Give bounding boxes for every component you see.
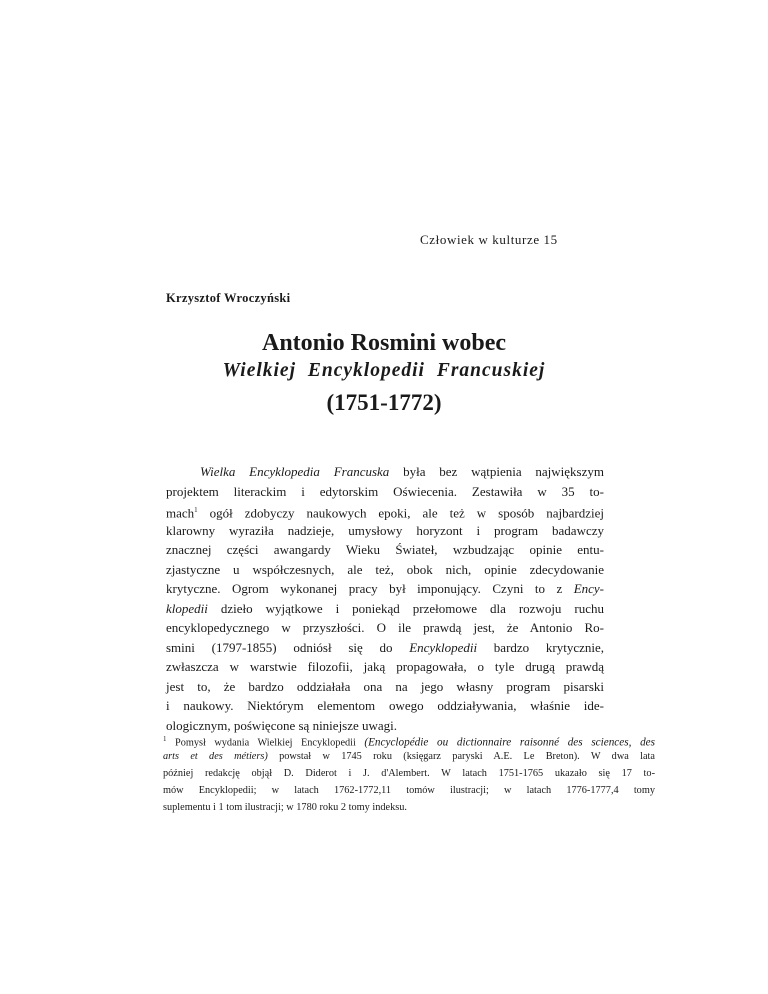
footnote-line: później redakcję objął D. Diderot i J. d'Alembert. W latach 1751-1765 ukazało się 17 to- [163, 768, 655, 779]
body-line: projektem literackim i edytorskim Oświecenia. Zestawiła w 35 to- [166, 483, 604, 499]
body-paragraph [166, 462, 604, 735]
body-line: Wielka Encyklopedia Francuska była bez wątpienia największym [200, 464, 604, 479]
body-line: ologicznym, poświęcone są niniejsze uwagi. [166, 717, 398, 733]
body-line: znacznej części awangardy Wieku Świateł, wzbudzając opinie entu- [166, 542, 604, 557]
footnote-line: mów Encyklopedii; w latach 1762-1772,11 tomów ilustracji; w latach 1776-1777,4 tomy [163, 785, 655, 796]
running-header: Człowiek w kulturze 15 [420, 232, 558, 247]
body-line: jest to, że bardzo oddziałała ona na jego własny program pisarski [166, 678, 604, 694]
body-line: mach$^1$ ogół zdobyczy naukowych epoki, ale też w sposób najbardziej [166, 505, 604, 521]
author-name: Krzysztof Wroczyński [166, 291, 291, 305]
footnote [163, 731, 655, 816]
body-line: encyklopedycznego w przyszłości. O ile prawdą jest, że Antonio Ro- [166, 620, 604, 635]
body-line: i naukowy. Niektórym elementom owego oddziaływania, właśnie ide- [166, 698, 604, 713]
footnote-marker: 1 [163, 735, 167, 743]
body-line: klarowny wyraziła nadzieje, umysłowy horyzont i program badawczy [166, 522, 604, 538]
footnote-line: suplementu i 1 tom ilustracji; w 1780 roku 2 tomy indeksu. [163, 802, 407, 813]
body-line: krytyczne. Ogrom wykonanej pracy był imponujący. Czyni to z Ency- [166, 581, 604, 596]
italic-title: Wielka Encyklopedia Francuska [200, 464, 390, 479]
title-line-1: Antonio Rosmini wobec [261, 330, 507, 356]
footnote-line: arts et des métiers) powstał w 1745 roku (księgarz paryski A.E. Le Breton). W dwa lata [163, 751, 655, 762]
footnote-reference: 1 [194, 506, 198, 514]
body-line: klopedii dzieło wyjątkowe i poniekąd przełomowe dla rozwoju ruchu [166, 600, 604, 616]
footnote-line: $^1$ Pomysł wydania Wielkiej Encyklopedii (Encyclopédie ou dictionnaire raisonné des sciences, des [163, 735, 655, 749]
title-line-3: (1751-1772) [326, 390, 442, 415]
title-line-2: Wielkiej Encyklopedii Francuskiej [222, 360, 546, 381]
body-line: smini (1797-1855) odniósł się do Encyklopedii bardzo krytycznie, [166, 639, 605, 655]
body-line: zjastyczne u współczesnych, ale też, obok nich, opinie zdecydowanie [166, 561, 604, 577]
body-line: zwłaszcza w warstwie filozofii, jaką propagowała, o tyle drugą prawdą [166, 659, 604, 674]
